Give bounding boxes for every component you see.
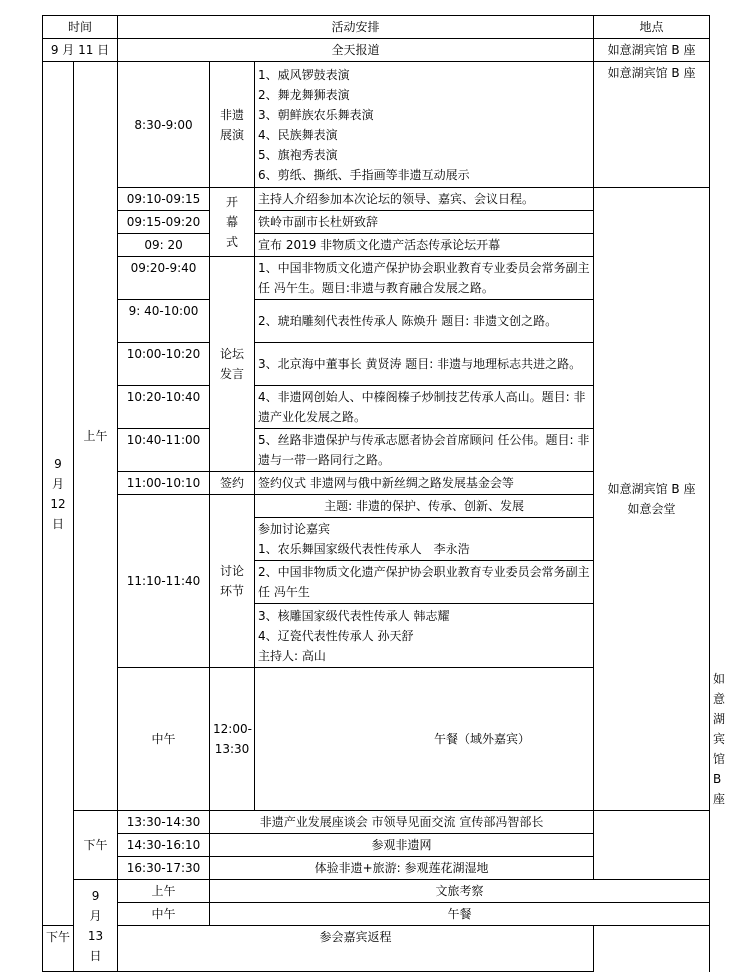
- discussion-guests: [255, 518, 594, 561]
- schedule-table: [42, 15, 726, 972]
- afternoon-label: 下午: [74, 811, 118, 880]
- opening-text: 铁岭市副市长杜妍致辞: [255, 211, 594, 234]
- day2-date: 9 月 12 日: [43, 62, 74, 926]
- list-item: 5、旗袍秀表演: [258, 147, 338, 162]
- table-row: [43, 62, 710, 188]
- signing-time: 11:00-10:10: [118, 472, 210, 495]
- day3-text: 文旅考察: [210, 880, 710, 903]
- forum-text: 4、非遗网创始人、中榛阁榛子炒制技艺传承人高山。题目: 非遗产业化发展之路。: [255, 386, 594, 429]
- list-item: 6、剪纸、撕纸、手指画等非遗互动展示: [258, 167, 470, 182]
- list-item: 1、农乐舞国家级代表性传承人 李永浩: [258, 542, 470, 556]
- list-item: 1、威风锣鼓表演: [258, 67, 350, 82]
- forum-text: 2、琥珀雕刻代表性传承人 陈焕升 题目: 非遗文创之路。: [255, 300, 594, 343]
- forum-text: 5、丝路非遗保护与传承志愿者协会首席顾问 任公伟。题目: 非遗与一带一路同行之路。: [255, 429, 594, 472]
- discussion-guests: 2、中国非物质文化遗产保护协会职业教育专业委员会常务副主任 冯午生: [255, 561, 594, 604]
- afternoon-text: 非遗产业发展座谈会 市领导见面交流 宣传部冯智部长: [210, 811, 594, 834]
- day3-text: 参会嘉宾返程: [118, 926, 594, 972]
- header-time: 时间: [43, 16, 118, 39]
- opening-text: 宣布 2019 非物质文化遗产活态传承论坛开幕: [255, 234, 594, 257]
- day1-location: 如意湖宾馆 B 座: [594, 39, 710, 62]
- opening-time: 09:10-09:15: [118, 188, 210, 211]
- header-row: [43, 16, 710, 39]
- forum-time: 9: 40-10:00: [118, 300, 210, 343]
- performance-category: 非遗 展演: [210, 62, 255, 188]
- signing-text: 签约仪式 非遗网与俄中新丝绸之路发展基金会等: [255, 472, 594, 495]
- list-item: 主持人: 高山: [258, 648, 326, 663]
- list-item: 3、核雕国家级代表性传承人 韩志耀: [258, 608, 450, 623]
- day3-text: 午餐: [210, 903, 710, 926]
- header-location: 地点: [594, 16, 710, 39]
- list-item: 参加讨论嘉宾: [258, 522, 331, 536]
- day2-morning-label: 上午: [74, 62, 118, 811]
- afternoon-time: 16:30-17:30: [118, 857, 210, 880]
- afternoon-text: 体验非遗+旅游: 参观莲花湖湿地: [210, 857, 594, 880]
- opening-text: 主持人介绍参加本次论坛的领导、嘉宾、会议日程。: [255, 188, 594, 211]
- morning-location: 如意湖宾馆 B 座: [594, 62, 710, 188]
- table-row: [43, 926, 710, 972]
- signing-category: 签约: [210, 472, 255, 495]
- table-row: [43, 811, 710, 834]
- forum-time: 10:40-11:00: [118, 429, 210, 472]
- noon-text: 午餐（域外嘉宾）: [255, 668, 710, 811]
- table-row: [43, 188, 710, 211]
- table-row: [43, 903, 710, 926]
- afternoon-time: 13:30-14:30: [118, 811, 210, 834]
- forum-category: 论坛 发言: [210, 257, 255, 472]
- header-activity: 活动安排: [118, 16, 594, 39]
- table-row: 中午 12:00-13:30 午餐（域外嘉宾） 如意湖宾馆 B 座: [43, 668, 710, 811]
- forum-text: 3、北京海中董事长 黄贤涛 题目: 非遗与地理标志共进之路。: [255, 343, 594, 386]
- noon-time: 12:00-13:30: [210, 668, 255, 811]
- opening-time: 09:15-09:20: [118, 211, 210, 234]
- forum-time: 09:20-9:40: [118, 257, 210, 300]
- afternoon-text: 参观非遗网: [210, 834, 594, 857]
- day1-date: 9 月 11 日: [43, 39, 118, 62]
- list-item: 2、舞龙舞狮表演: [258, 87, 350, 102]
- performance-time: 8:30-9:00: [118, 62, 210, 188]
- discussion-theme: 主题: 非遗的保护、传承、创新、发展: [255, 495, 594, 518]
- table-row: [43, 880, 710, 903]
- day3-period: 下午: [43, 926, 74, 972]
- afternoon-location: [594, 811, 710, 880]
- forum-time: 10:20-10:40: [118, 386, 210, 429]
- opening-category: 开 幕 式: [210, 188, 255, 257]
- discussion-guests: [255, 604, 594, 668]
- forum-text: 1、中国非物质文化遗产保护协会职业教育专业委员会常务副主任 冯午生。题目:非遗与教育融合发展之路。: [255, 257, 594, 300]
- list-item: 4、民族舞表演: [258, 127, 338, 142]
- discussion-category: 讨论 环节: [210, 495, 255, 668]
- performance-list: [255, 62, 594, 188]
- afternoon-time: 14:30-16:10: [118, 834, 210, 857]
- day1-activity: 全天报道: [118, 39, 594, 62]
- discussion-time: 11:10-11:40: [118, 495, 210, 668]
- day3-date: 9 月 13 日: [74, 880, 118, 972]
- noon-label: 中午: [118, 668, 210, 811]
- day3-period: 上午: [118, 880, 210, 903]
- day1-row: [43, 39, 710, 62]
- opening-time: 09: 20: [118, 234, 210, 257]
- main-location: 如意湖宾馆 B 座 如意会堂: [594, 188, 710, 811]
- list-item: 4、辽瓷代表性传承人 孙天舒: [258, 628, 414, 643]
- forum-time: 10:00-10:20: [118, 343, 210, 386]
- day3-period: 中午: [118, 903, 210, 926]
- list-item: 3、朝鲜族农乐舞表演: [258, 107, 374, 122]
